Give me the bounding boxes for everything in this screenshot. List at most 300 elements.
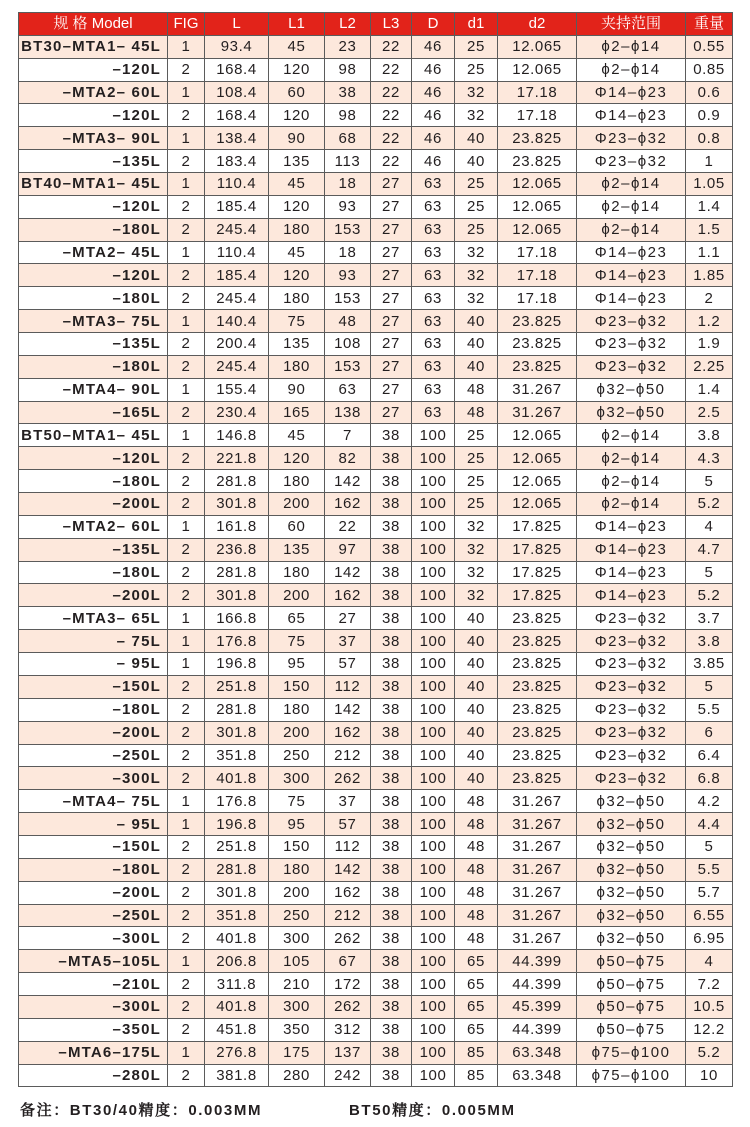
cell-fig: 2 [168, 333, 205, 356]
cell-l2: 27 [325, 607, 371, 630]
cell-model: – 95L [19, 653, 168, 676]
cell-l1: 120 [269, 264, 325, 287]
cell-l: 196.8 [205, 813, 269, 836]
cell-model: –120L [19, 447, 168, 470]
cell-l2: 112 [325, 675, 371, 698]
spec-table-header [19, 13, 733, 36]
cell-weight: 4 [686, 515, 733, 538]
table-row [19, 401, 733, 424]
cell-l1: 175 [269, 1041, 325, 1064]
cell-fig: 1 [168, 1041, 205, 1064]
cell-l1: 250 [269, 744, 325, 767]
cell-model: –180L [19, 561, 168, 584]
cell-l3: 38 [371, 584, 412, 607]
cell-d1: 40 [455, 150, 498, 173]
cell-d: 100 [412, 995, 455, 1018]
cell-d1: 25 [455, 173, 498, 196]
cell-fig: 2 [168, 698, 205, 721]
cell-d: 100 [412, 470, 455, 493]
cell-clamp-range: ϕ32–ϕ50 [577, 813, 686, 836]
cell-d: 100 [412, 653, 455, 676]
cell-d: 100 [412, 858, 455, 881]
cell-d2: 12.065 [498, 35, 577, 58]
table-row [19, 58, 733, 81]
table-row [19, 127, 733, 150]
cell-d1: 32 [455, 584, 498, 607]
cell-l3: 22 [371, 58, 412, 81]
cell-l1: 60 [269, 515, 325, 538]
cell-l2: 98 [325, 104, 371, 127]
cell-fig: 1 [168, 35, 205, 58]
cell-fig: 2 [168, 561, 205, 584]
cell-d2: 23.825 [498, 698, 577, 721]
cell-l1: 60 [269, 81, 325, 104]
cell-d1: 48 [455, 835, 498, 858]
cell-model: –300L [19, 927, 168, 950]
cell-l1: 250 [269, 904, 325, 927]
cell-d1: 48 [455, 881, 498, 904]
cell-fig: 2 [168, 218, 205, 241]
cell-d2: 12.065 [498, 58, 577, 81]
cell-d: 63 [412, 241, 455, 264]
cell-l1: 180 [269, 561, 325, 584]
table-row [19, 424, 733, 447]
cell-l2: 262 [325, 995, 371, 1018]
cell-l2: 142 [325, 470, 371, 493]
cell-weight: 6 [686, 721, 733, 744]
table-row [19, 744, 733, 767]
cell-l3: 38 [371, 813, 412, 836]
cell-d: 100 [412, 835, 455, 858]
cell-l1: 45 [269, 424, 325, 447]
cell-l1: 45 [269, 241, 325, 264]
cell-l1: 75 [269, 630, 325, 653]
cell-fig: 1 [168, 173, 205, 196]
cell-d1: 32 [455, 561, 498, 584]
cell-weight: 4.4 [686, 813, 733, 836]
cell-clamp-range: ϕ50–ϕ75 [577, 1018, 686, 1041]
cell-l1: 180 [269, 355, 325, 378]
cell-d1: 40 [455, 630, 498, 653]
cell-model: –120L [19, 58, 168, 81]
cell-clamp-range: Φ14–ϕ23 [577, 241, 686, 264]
cell-l1: 105 [269, 950, 325, 973]
cell-weight: 12.2 [686, 1018, 733, 1041]
table-row [19, 1041, 733, 1064]
table-row [19, 904, 733, 927]
cell-d1: 25 [455, 218, 498, 241]
cell-fig: 1 [168, 310, 205, 333]
cell-l: 381.8 [205, 1064, 269, 1087]
cell-model: –200L [19, 721, 168, 744]
cell-model: –135L [19, 333, 168, 356]
cell-l1: 120 [269, 104, 325, 127]
table-row [19, 767, 733, 790]
cell-l2: 57 [325, 653, 371, 676]
cell-l3: 38 [371, 858, 412, 881]
cell-weight: 0.9 [686, 104, 733, 127]
cell-model: – 75L [19, 630, 168, 653]
cell-d1: 32 [455, 264, 498, 287]
table-row [19, 378, 733, 401]
cell-l3: 38 [371, 675, 412, 698]
header-l3: L3 [371, 13, 412, 36]
cell-model: –350L [19, 1018, 168, 1041]
cell-l1: 200 [269, 881, 325, 904]
cell-l1: 180 [269, 470, 325, 493]
cell-clamp-range: Φ14–ϕ23 [577, 264, 686, 287]
cell-l2: 312 [325, 1018, 371, 1041]
cell-l2: 22 [325, 515, 371, 538]
cell-weight: 0.8 [686, 127, 733, 150]
cell-l2: 142 [325, 698, 371, 721]
cell-l1: 300 [269, 767, 325, 790]
header-model: 规 格 Model [19, 13, 168, 36]
table-row [19, 241, 733, 264]
table-row [19, 493, 733, 516]
cell-l3: 38 [371, 698, 412, 721]
cell-l3: 27 [371, 310, 412, 333]
cell-model: –120L [19, 264, 168, 287]
cell-d2: 17.825 [498, 561, 577, 584]
cell-l1: 165 [269, 401, 325, 424]
header-l: L [205, 13, 269, 36]
cell-fig: 2 [168, 447, 205, 470]
cell-d: 63 [412, 310, 455, 333]
cell-l2: 48 [325, 310, 371, 333]
cell-l1: 95 [269, 653, 325, 676]
cell-model: BT40–MTA1– 45L [19, 173, 168, 196]
cell-weight: 5.7 [686, 881, 733, 904]
cell-clamp-range: Φ14–ϕ23 [577, 287, 686, 310]
cell-d1: 32 [455, 241, 498, 264]
cell-d2: 31.267 [498, 401, 577, 424]
cell-d1: 65 [455, 995, 498, 1018]
table-row [19, 538, 733, 561]
cell-l2: 153 [325, 355, 371, 378]
cell-l1: 180 [269, 698, 325, 721]
table-row [19, 927, 733, 950]
cell-d2: 63.348 [498, 1064, 577, 1087]
cell-l1: 200 [269, 493, 325, 516]
cell-d: 46 [412, 58, 455, 81]
table-row [19, 1018, 733, 1041]
cell-weight: 4.2 [686, 790, 733, 813]
cell-model: –300L [19, 767, 168, 790]
cell-d: 63 [412, 173, 455, 196]
cell-clamp-range: Φ23–ϕ32 [577, 333, 686, 356]
cell-l: 200.4 [205, 333, 269, 356]
cell-weight: 3.7 [686, 607, 733, 630]
cell-l2: 37 [325, 790, 371, 813]
cell-fig: 2 [168, 721, 205, 744]
cell-clamp-range: ϕ2–ϕ14 [577, 470, 686, 493]
cell-l: 281.8 [205, 561, 269, 584]
cell-l2: 108 [325, 333, 371, 356]
cell-d1: 25 [455, 470, 498, 493]
cell-clamp-range: Φ14–ϕ23 [577, 81, 686, 104]
cell-clamp-range: Φ23–ϕ32 [577, 698, 686, 721]
cell-fig: 2 [168, 287, 205, 310]
cell-clamp-range: ϕ50–ϕ75 [577, 973, 686, 996]
cell-model: –120L [19, 195, 168, 218]
cell-weight: 5 [686, 835, 733, 858]
footer-note-precision-bt30-40: 备注：BT30/40精度：0.003MM [20, 1102, 263, 1119]
cell-l3: 38 [371, 835, 412, 858]
cell-l2: 153 [325, 287, 371, 310]
cell-l3: 38 [371, 995, 412, 1018]
cell-d2: 31.267 [498, 927, 577, 950]
cell-fig: 2 [168, 973, 205, 996]
cell-d: 63 [412, 333, 455, 356]
cell-weight: 2 [686, 287, 733, 310]
cell-model: –180L [19, 287, 168, 310]
cell-d2: 17.825 [498, 538, 577, 561]
cell-l3: 22 [371, 81, 412, 104]
table-row [19, 653, 733, 676]
cell-d: 63 [412, 401, 455, 424]
cell-l: 168.4 [205, 58, 269, 81]
cell-d: 63 [412, 355, 455, 378]
cell-clamp-range: ϕ32–ϕ50 [577, 881, 686, 904]
cell-l1: 75 [269, 310, 325, 333]
cell-l3: 27 [371, 173, 412, 196]
cell-d1: 65 [455, 1018, 498, 1041]
cell-l: 176.8 [205, 630, 269, 653]
cell-l2: 93 [325, 195, 371, 218]
header-l1: L1 [269, 13, 325, 36]
cell-d1: 25 [455, 447, 498, 470]
cell-l: 236.8 [205, 538, 269, 561]
cell-d2: 31.267 [498, 378, 577, 401]
cell-l3: 38 [371, 744, 412, 767]
table-row [19, 470, 733, 493]
cell-l: 138.4 [205, 127, 269, 150]
cell-fig: 2 [168, 995, 205, 1018]
table-row [19, 675, 733, 698]
cell-l2: 93 [325, 264, 371, 287]
cell-fig: 1 [168, 607, 205, 630]
cell-d: 100 [412, 561, 455, 584]
cell-l2: 113 [325, 150, 371, 173]
cell-d2: 12.065 [498, 218, 577, 241]
table-row [19, 973, 733, 996]
cell-clamp-range: ϕ2–ϕ14 [577, 218, 686, 241]
cell-weight: 2.25 [686, 355, 733, 378]
cell-d1: 25 [455, 493, 498, 516]
cell-weight: 1.1 [686, 241, 733, 264]
cell-weight: 0.85 [686, 58, 733, 81]
cell-l: 301.8 [205, 881, 269, 904]
cell-l: 401.8 [205, 995, 269, 1018]
cell-l: 110.4 [205, 241, 269, 264]
cell-clamp-range: Φ23–ϕ32 [577, 630, 686, 653]
cell-d2: 31.267 [498, 881, 577, 904]
cell-d1: 40 [455, 355, 498, 378]
cell-d: 100 [412, 1064, 455, 1087]
table-row [19, 195, 733, 218]
cell-d: 63 [412, 264, 455, 287]
cell-model: –280L [19, 1064, 168, 1087]
table-row [19, 721, 733, 744]
cell-l3: 27 [371, 264, 412, 287]
cell-clamp-range: ϕ32–ϕ50 [577, 835, 686, 858]
cell-fig: 2 [168, 493, 205, 516]
cell-weight: 5.5 [686, 698, 733, 721]
cell-l: 93.4 [205, 35, 269, 58]
cell-model: –135L [19, 538, 168, 561]
cell-weight: 1.85 [686, 264, 733, 287]
table-row [19, 310, 733, 333]
cell-d2: 23.825 [498, 310, 577, 333]
cell-d2: 12.065 [498, 447, 577, 470]
cell-model: –250L [19, 904, 168, 927]
cell-weight: 3.8 [686, 424, 733, 447]
cell-l: 110.4 [205, 173, 269, 196]
cell-l2: 82 [325, 447, 371, 470]
cell-l1: 350 [269, 1018, 325, 1041]
cell-fig: 1 [168, 378, 205, 401]
header-d2: d2 [498, 13, 577, 36]
table-row [19, 104, 733, 127]
cell-weight: 3.8 [686, 630, 733, 653]
cell-fig: 2 [168, 58, 205, 81]
cell-model: –120L [19, 104, 168, 127]
header-clamp-range: 夹持范围 [577, 13, 686, 36]
cell-l3: 38 [371, 950, 412, 973]
cell-weight: 6.95 [686, 927, 733, 950]
table-row [19, 173, 733, 196]
cell-l2: 7 [325, 424, 371, 447]
cell-d1: 40 [455, 675, 498, 698]
cell-model: –MTA2– 60L [19, 81, 168, 104]
cell-fig: 2 [168, 470, 205, 493]
cell-d2: 23.825 [498, 355, 577, 378]
cell-weight: 1 [686, 150, 733, 173]
cell-l: 281.8 [205, 698, 269, 721]
cell-d1: 32 [455, 81, 498, 104]
cell-clamp-range: ϕ32–ϕ50 [577, 858, 686, 881]
cell-d: 100 [412, 790, 455, 813]
cell-l1: 120 [269, 58, 325, 81]
cell-d: 100 [412, 721, 455, 744]
cell-d1: 48 [455, 813, 498, 836]
cell-l1: 210 [269, 973, 325, 996]
cell-model: BT30–MTA1– 45L [19, 35, 168, 58]
cell-d1: 48 [455, 401, 498, 424]
cell-model: –MTA5–105L [19, 950, 168, 973]
cell-model: –150L [19, 835, 168, 858]
cell-l: 281.8 [205, 858, 269, 881]
cell-l: 168.4 [205, 104, 269, 127]
cell-d: 100 [412, 515, 455, 538]
table-row [19, 218, 733, 241]
cell-d1: 48 [455, 378, 498, 401]
cell-d2: 31.267 [498, 813, 577, 836]
cell-l1: 135 [269, 150, 325, 173]
cell-model: –180L [19, 698, 168, 721]
cell-d: 100 [412, 950, 455, 973]
cell-weight: 5.2 [686, 493, 733, 516]
cell-l2: 63 [325, 378, 371, 401]
cell-weight: 6.8 [686, 767, 733, 790]
cell-fig: 2 [168, 195, 205, 218]
cell-model: –MTA3– 65L [19, 607, 168, 630]
cell-clamp-range: Φ23–ϕ32 [577, 744, 686, 767]
cell-l3: 38 [371, 607, 412, 630]
cell-fig: 2 [168, 767, 205, 790]
table-row [19, 950, 733, 973]
cell-fig: 1 [168, 127, 205, 150]
cell-fig: 2 [168, 927, 205, 950]
cell-l: 221.8 [205, 447, 269, 470]
cell-l: 206.8 [205, 950, 269, 973]
cell-d2: 45.399 [498, 995, 577, 1018]
cell-l3: 38 [371, 904, 412, 927]
cell-model: –300L [19, 995, 168, 1018]
cell-l3: 38 [371, 1064, 412, 1087]
table-row [19, 995, 733, 1018]
table-row [19, 698, 733, 721]
cell-l3: 38 [371, 470, 412, 493]
cell-model: –210L [19, 973, 168, 996]
cell-d2: 23.825 [498, 607, 577, 630]
cell-fig: 2 [168, 401, 205, 424]
cell-l1: 120 [269, 447, 325, 470]
cell-d2: 12.065 [498, 493, 577, 516]
cell-d1: 32 [455, 538, 498, 561]
cell-l1: 90 [269, 378, 325, 401]
cell-l1: 150 [269, 675, 325, 698]
cell-weight: 5.2 [686, 1041, 733, 1064]
cell-clamp-range: ϕ2–ϕ14 [577, 447, 686, 470]
cell-l3: 38 [371, 653, 412, 676]
cell-d: 46 [412, 81, 455, 104]
cell-l2: 18 [325, 173, 371, 196]
table-row [19, 881, 733, 904]
cell-d2: 44.399 [498, 950, 577, 973]
table-row [19, 630, 733, 653]
cell-l3: 27 [371, 218, 412, 241]
cell-l1: 150 [269, 835, 325, 858]
cell-clamp-range: Φ23–ϕ32 [577, 721, 686, 744]
cell-clamp-range: ϕ2–ϕ14 [577, 195, 686, 218]
cell-l3: 38 [371, 447, 412, 470]
cell-d2: 31.267 [498, 904, 577, 927]
cell-model: –MTA3– 75L [19, 310, 168, 333]
cell-d2: 23.825 [498, 127, 577, 150]
header-weight: 重量 [686, 13, 733, 36]
cell-l: 281.8 [205, 470, 269, 493]
cell-l: 146.8 [205, 424, 269, 447]
cell-weight: 7.2 [686, 973, 733, 996]
cell-l1: 180 [269, 218, 325, 241]
cell-clamp-range: ϕ32–ϕ50 [577, 927, 686, 950]
cell-clamp-range: ϕ32–ϕ50 [577, 790, 686, 813]
cell-l2: 172 [325, 973, 371, 996]
cell-l: 166.8 [205, 607, 269, 630]
cell-l: 251.8 [205, 835, 269, 858]
cell-clamp-range: ϕ32–ϕ50 [577, 401, 686, 424]
cell-l3: 27 [371, 333, 412, 356]
cell-d1: 25 [455, 424, 498, 447]
cell-fig: 1 [168, 515, 205, 538]
cell-l: 230.4 [205, 401, 269, 424]
cell-l: 401.8 [205, 927, 269, 950]
cell-l3: 38 [371, 927, 412, 950]
cell-l: 108.4 [205, 81, 269, 104]
cell-l2: 98 [325, 58, 371, 81]
